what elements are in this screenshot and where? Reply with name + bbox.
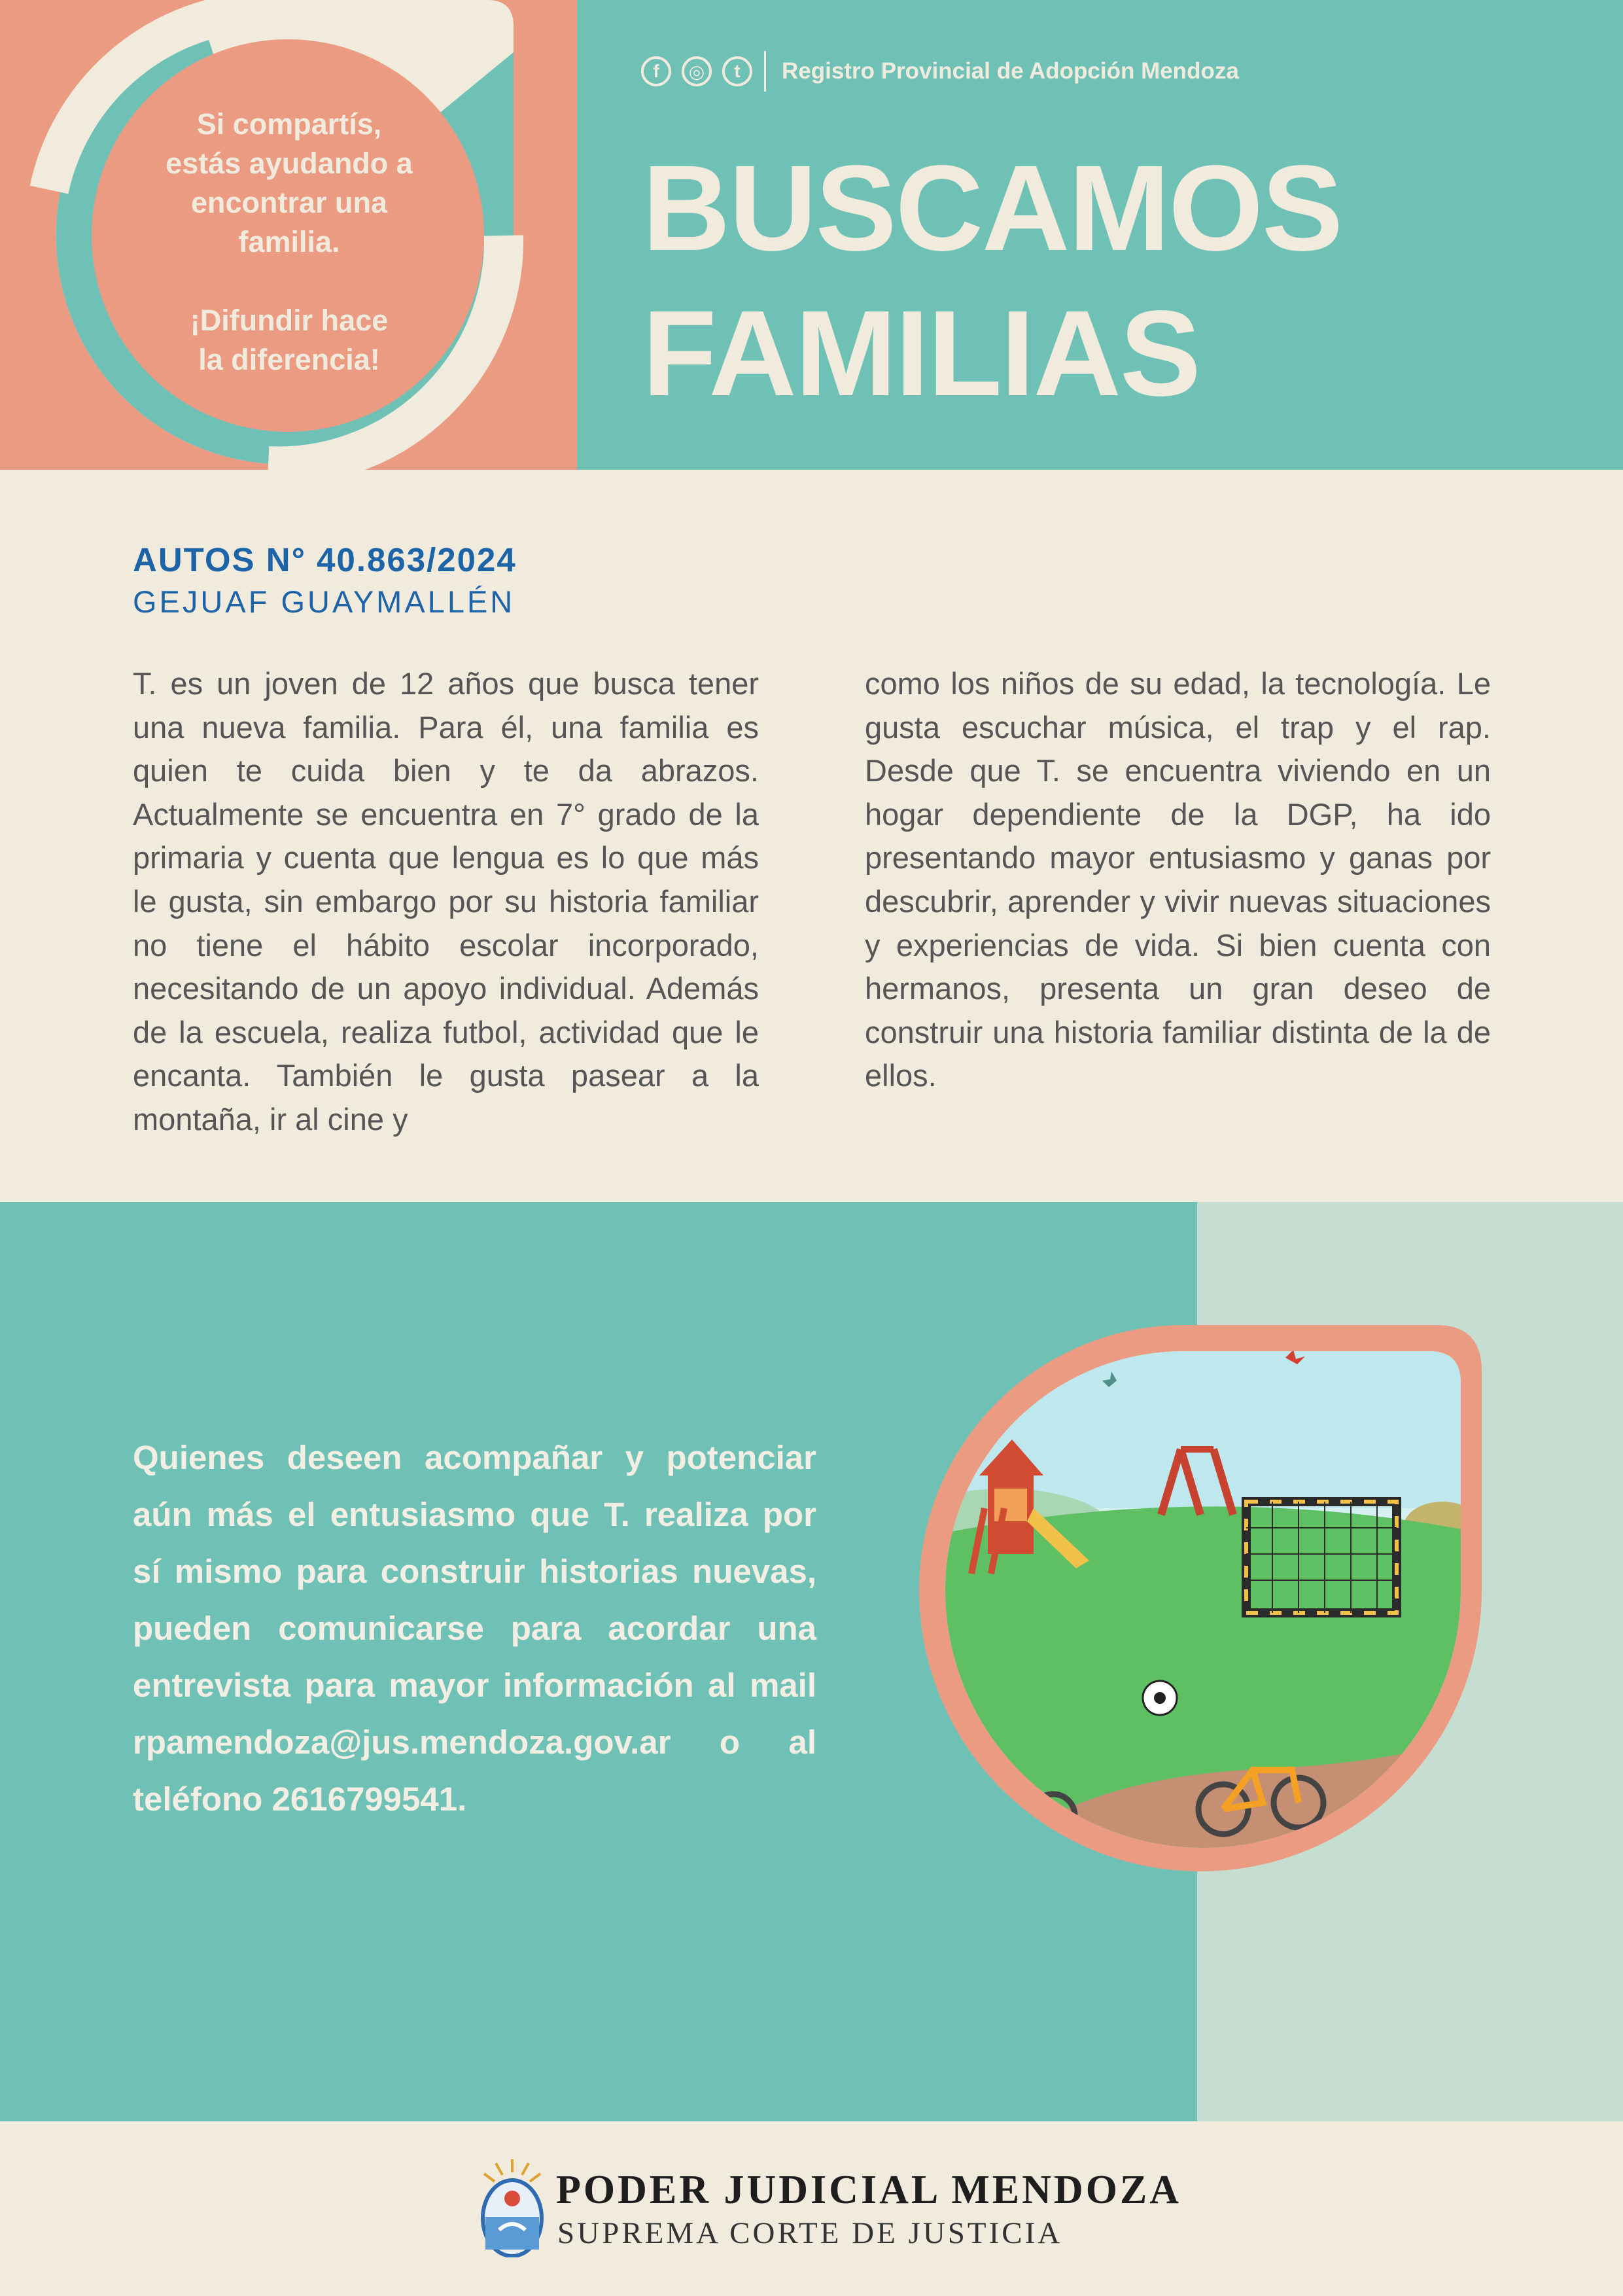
instagram-icon[interactable]: ◎ xyxy=(682,56,712,86)
share-message-line: ¡Difundir hace xyxy=(190,304,389,337)
description-column-2: como los niños de su edad, la tecnología. Le gusta escuchar música, el trap y el rap. Desde que T. se encuentra viviendo en un hogar dependiente de la DGP, ha ido presentando mayor entusiasmo y ganas por descubrir, aprender y vivir nuevas situaciones y experiencias de vida. Si bien cuenta con hermanos, presenta un gran deseo de construir una historia familiar distinta de la de ellos. xyxy=(865,666,1491,1093)
coat-of-arms-icon xyxy=(476,2153,548,2257)
facebook-icon[interactable]: f xyxy=(641,56,671,86)
share-message-line: familia. xyxy=(238,225,340,258)
footer-subtitle: SUPREMA CORTE DE JUSTICIA xyxy=(557,2216,1063,2250)
contact-message: Quienes deseen acompañar y potenciar aún más el entusiasmo que T. realiza por sí mismo para construir historias nuevas, pueden comunicarse para acordar una entrevista para mayor información al mail rpamendoza@jus.mendoza.gov.ar o al teléfono 2616799541. xyxy=(133,1439,816,1818)
footer-title: PODER JUDICIAL MENDOZA xyxy=(556,2168,1182,2212)
page-title-line: FAMILIAS xyxy=(642,286,1200,421)
social-bar xyxy=(641,51,1239,92)
share-message xyxy=(128,105,450,380)
tumblr-icon[interactable]: t xyxy=(722,56,752,86)
share-message-line: estás ayudando a xyxy=(166,147,413,180)
case-court: GEJUAF GUAYMALLÉN xyxy=(133,584,515,619)
page-title xyxy=(642,136,1342,427)
header-left-panel xyxy=(0,0,577,470)
divider xyxy=(764,51,766,92)
playground-illustration xyxy=(906,1312,1488,1894)
case-number: AUTOS N° 40.863/2024 xyxy=(133,541,517,578)
org-name: Registro Provincial de Adopción Mendoza xyxy=(782,58,1239,84)
description-column-1: T. es un joven de 12 años que busca tener una nueva familia. Para él, una familia es quien te cuida bien y te da abrazos. Actualmente se encuentra en 7° grado de la primaria y cuenta que lengua es lo que más le gusta, sin embargo por su historia familiar no tiene el hábito escolar incorporado, necesitando de un apoyo individual. Además de la escuela, realiza futbol, actividad que le encanta. También le gusta pasear a la montaña, ir al cine y xyxy=(133,666,759,1137)
page-title-line: BUSCAMOS xyxy=(642,141,1342,276)
share-message-line: Si compartís, xyxy=(196,107,382,141)
spacer xyxy=(128,262,450,301)
share-message-line: la diferencia! xyxy=(198,343,380,376)
share-message-line: encontrar una xyxy=(190,186,388,219)
